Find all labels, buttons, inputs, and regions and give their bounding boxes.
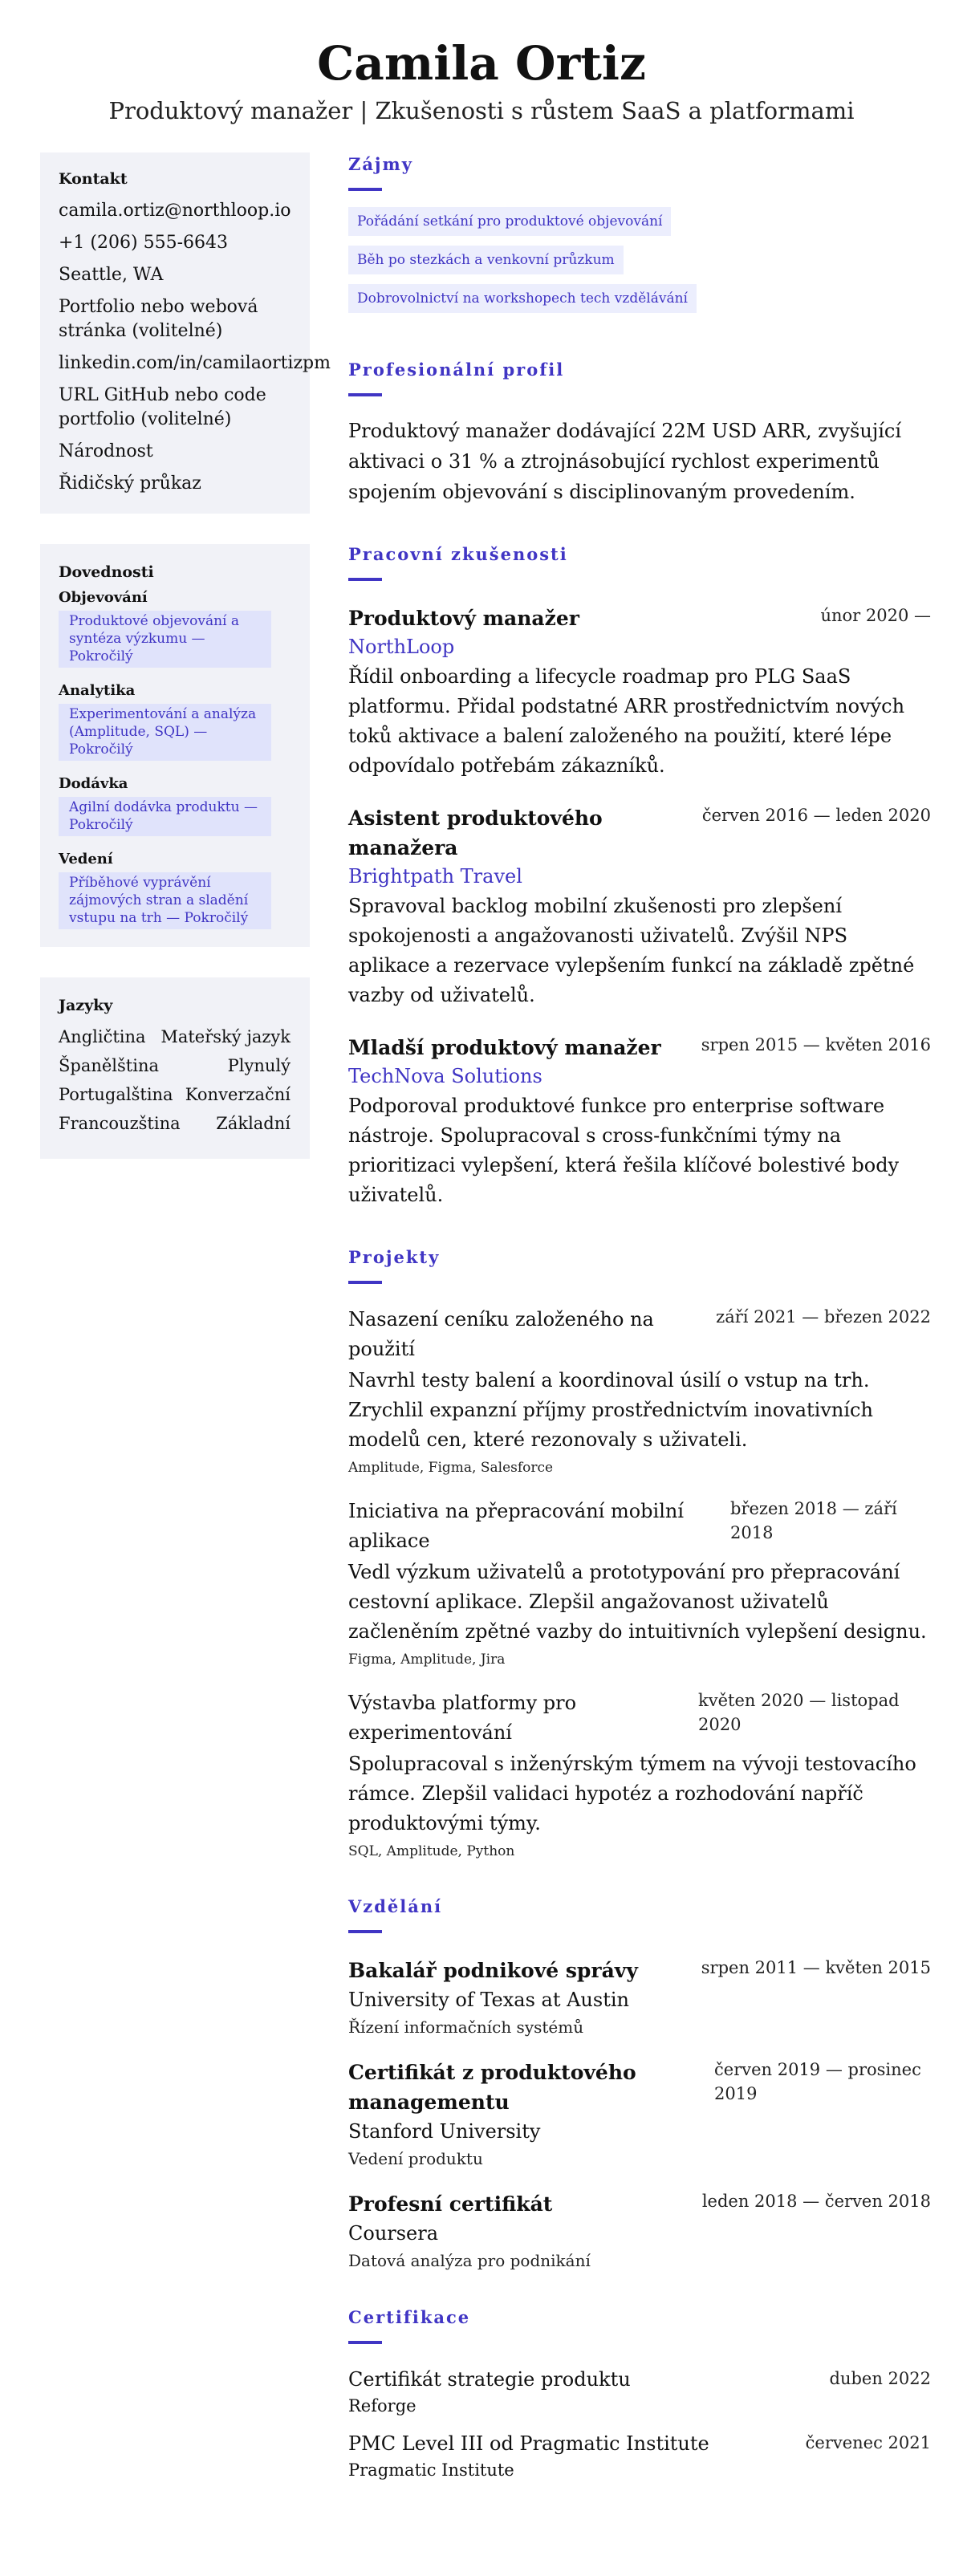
language-level: Plynulý: [227, 1056, 291, 1075]
project-title: Výstavba platformy pro experimentování: [348, 1692, 577, 1744]
entry-header: [348, 2189, 931, 2219]
language-row: [59, 1051, 291, 1080]
education-dates: červen 2019 — prosinec 2019: [714, 2060, 921, 2103]
company-name: Brightpath Travel: [348, 865, 522, 888]
language-level: Základní: [216, 1114, 291, 1133]
entry-header: [348, 1688, 931, 1748]
language-level: Mateřský jazyk: [160, 1027, 291, 1046]
experience-entry: [348, 803, 931, 1010]
job-dates: únor 2020 —: [820, 606, 931, 625]
field-of-study: Řízení informačních systémů: [348, 2017, 584, 2037]
language-level: Konverzační: [185, 1085, 291, 1104]
interest-tag: Pořádání setkání pro produktové objevování: [348, 207, 671, 236]
resume-body: [0, 152, 963, 2521]
job-title: Mladší produktový manažer: [348, 1036, 661, 1059]
entry-header: [348, 1033, 931, 1062]
certification-entry: [348, 2429, 931, 2482]
section-title: Profesionální profil: [348, 360, 565, 380]
project-tech-stack: Figma, Amplitude, Jira: [348, 1652, 506, 1668]
project-description: Navrhl testy balení a koordinoval úsilí o vstup na trh. Zrychlil expanzní příjmy prostřednictvím inovativních modelů cen, které rezonovaly s uživateli.: [348, 1369, 873, 1451]
education-section: [348, 1895, 931, 2273]
language-row: [59, 1109, 291, 1138]
contact-nationality: Národnost: [59, 441, 153, 461]
skill-group: [59, 775, 291, 836]
certification-title: PMC Level III od Pragmatic Institute: [348, 2432, 709, 2455]
resume-header: [0, 0, 963, 152]
project-entry: [348, 1305, 931, 1479]
entry-header: [348, 2058, 931, 2117]
candidate-tagline: Produktový manažer | Zkušenosti s růstem SaaS a platformami: [108, 97, 855, 124]
project-title: Nasazení ceníku založeného na použití: [348, 1308, 654, 1360]
job-dates: srpen 2015 — květen 2016: [701, 1035, 931, 1054]
school-name: University of Texas at Austin: [348, 1989, 629, 2011]
entry-header: [348, 803, 931, 863]
skill-tag: Produktové objevování a syntéza výzkumu — Pokročilý: [59, 611, 271, 668]
profile-summary: Produktový manažer dodávající 22M USD ARR, zvyšující aktivaci o 31 % a ztrojnásobující rychlost experimentů spojením objevování s disciplinovaným provedením.: [348, 420, 902, 503]
entry-header: [348, 1305, 931, 1364]
school-name: Coursera: [348, 2222, 439, 2245]
section-title: Zájmy: [348, 154, 413, 174]
certification-date: duben 2022: [829, 2369, 931, 2388]
certifications-section: [348, 2306, 931, 2482]
skill-tag: Agilní dodávka produktu — Pokročilý: [59, 797, 271, 836]
contact-location: Seattle, WA: [59, 265, 164, 285]
section-title: Pracovní zkušenosti: [348, 544, 568, 564]
skill-tag: Experimentování a analýza (Amplitude, SQL) — Pokročilý: [59, 704, 271, 761]
project-entry: [348, 1688, 931, 1863]
degree-title: Bakalář podnikové správy: [348, 1959, 638, 1982]
profile-section: [348, 358, 931, 507]
project-dates: září 2021 — březen 2022: [716, 1307, 931, 1327]
language-name: Španělština: [59, 1056, 159, 1075]
projects-section: [348, 1245, 931, 1863]
skill-group-title: Analytika: [59, 682, 136, 699]
skills-card: [40, 544, 310, 947]
education-entry: [348, 2058, 931, 2172]
skill-group-title: Dodávka: [59, 775, 128, 792]
contact-card: [40, 152, 331, 514]
field-of-study: Datová analýza pro podnikání: [348, 2251, 591, 2270]
contact-driving-license: Řidičský průkaz: [59, 473, 201, 494]
certification-issuer: Pragmatic Institute: [348, 2460, 514, 2480]
job-description: Podporoval produktové funkce pro enterprise software nástroje. Spolupracoval s cross-funkčními týmy na prioritizaci vylepšení, která řešila klíčové bolestivé body uživatelů.: [348, 1095, 900, 1206]
skill-group-title: Vedení: [59, 851, 113, 867]
section-divider: [348, 1281, 382, 1284]
project-dates: březen 2018 — září 2018: [730, 1499, 897, 1542]
entry-header: [348, 2429, 931, 2458]
job-dates: červen 2016 — leden 2020: [701, 806, 931, 825]
interests-section: [348, 152, 931, 323]
job-description: Řídil onboarding a lifecycle roadmap pro PLG SaaS platformu. Přidal podstatné ARR prostřednictvím nových toků aktivace a balení založeného na použití, které lépe odpovídalo potřebám zákazníků.: [348, 665, 905, 777]
languages-title: Jazyky: [59, 997, 113, 1014]
candidate-name: Camila Ortiz: [317, 36, 646, 91]
language-name: Francouzština: [59, 1114, 181, 1133]
language-row: [59, 1080, 291, 1109]
language-name: Angličtina: [59, 1027, 146, 1046]
experience-entry: [348, 603, 931, 781]
section-divider: [348, 1930, 382, 1933]
skills-title: Dovednosti: [59, 563, 154, 581]
certification-issuer: Reforge: [348, 2396, 416, 2416]
section-title: Certifikace: [348, 2307, 471, 2327]
entry-header: [348, 2365, 931, 2394]
section-divider: [348, 393, 382, 396]
interest-tag: Běh po stezkách a venkovní průzkum: [348, 246, 624, 274]
education-dates: leden 2018 — červen 2018: [701, 2192, 931, 2211]
skill-group: [59, 589, 291, 668]
project-description: Vedl výzkum uživatelů a prototypování pro přepracování cestovní aplikace. Zlepšil angažovanost uživatelů začleněním zpětné vazby do intuitivních vylepšení designu.: [348, 1561, 927, 1643]
education-entry: [348, 2189, 931, 2273]
entry-header: [348, 603, 931, 633]
skill-tag: Příběhové vyprávění zájmových stran a sladění vstupu na trh — Pokročilý: [59, 872, 271, 929]
language-name: Portugalština: [59, 1085, 173, 1104]
language-row: [59, 1022, 291, 1051]
section-divider: [348, 188, 382, 191]
project-title: Iniciativa na přepracování mobilní aplikace: [348, 1500, 685, 1552]
interest-tag: Dobrovolnictví na workshopech tech vzdělávání: [348, 284, 697, 313]
contact-portfolio[interactable]: Portfolio nebo webová stránka (volitelné): [59, 297, 258, 341]
project-tech-stack: SQL, Amplitude, Python: [348, 1843, 515, 1859]
skill-group: [59, 851, 291, 929]
contact-title: Kontakt: [59, 170, 128, 188]
skill-group: [59, 682, 291, 761]
job-description: Spravoval backlog mobilní zkušenosti pro zlepšení spokojenosti a angažovanosti uživatelů. Zvýšil NPS aplikace a rezervace vylepšením funkcí na základě zpětné vazby od uživatelů.: [348, 895, 915, 1006]
contact-linkedin[interactable]: linkedin.com/in/camilaortizpm: [59, 353, 331, 373]
certification-date: červenec 2021: [805, 2433, 931, 2452]
entry-header: [348, 1497, 931, 1556]
section-divider: [348, 2341, 382, 2344]
contact-email[interactable]: camila.ortiz@northloop.io: [59, 201, 291, 221]
company-name: NorthLoop: [348, 636, 455, 658]
experience-entry: [348, 1033, 931, 1210]
job-title: Asistent produktového manažera: [348, 807, 603, 859]
certification-entry: [348, 2365, 931, 2418]
education-dates: srpen 2011 — květen 2015: [701, 1958, 931, 1977]
project-dates: květen 2020 — listopad 2020: [698, 1691, 900, 1734]
contact-phone[interactable]: +1 (206) 555-6643: [59, 233, 228, 253]
main-content: [348, 152, 931, 2521]
project-entry: [348, 1497, 931, 1671]
degree-title: Profesní certifikát: [348, 2192, 553, 2216]
section-title: Vzdělání: [348, 1896, 443, 1916]
education-entry: [348, 1956, 931, 2040]
skill-group-title: Objevování: [59, 589, 148, 606]
certification-title: Certifikát strategie produktu: [348, 2368, 631, 2391]
experience-section: [348, 542, 931, 1210]
entry-header: [348, 1956, 931, 1985]
project-tech-stack: Amplitude, Figma, Salesforce: [348, 1460, 554, 1476]
interests-list: [348, 207, 931, 323]
company-name: TechNova Solutions: [348, 1065, 542, 1087]
languages-card: [40, 977, 310, 1159]
contact-github[interactable]: URL GitHub nebo code portfolio (volitelné): [59, 385, 266, 429]
sidebar: [40, 152, 331, 2521]
job-title: Produktový manažer: [348, 607, 579, 630]
degree-title: Certifikát z produktového managementu: [348, 2061, 636, 2114]
field-of-study: Vedení produktu: [348, 2149, 483, 2168]
section-title: Projekty: [348, 1247, 441, 1267]
school-name: Stanford University: [348, 2120, 541, 2143]
project-description: Spolupracoval s inženýrským týmem na vývoji testovacího rámce. Zlepšil validaci hypotéz a rozhodování napříč produktovými týmy.: [348, 1753, 916, 1834]
section-divider: [348, 578, 382, 581]
